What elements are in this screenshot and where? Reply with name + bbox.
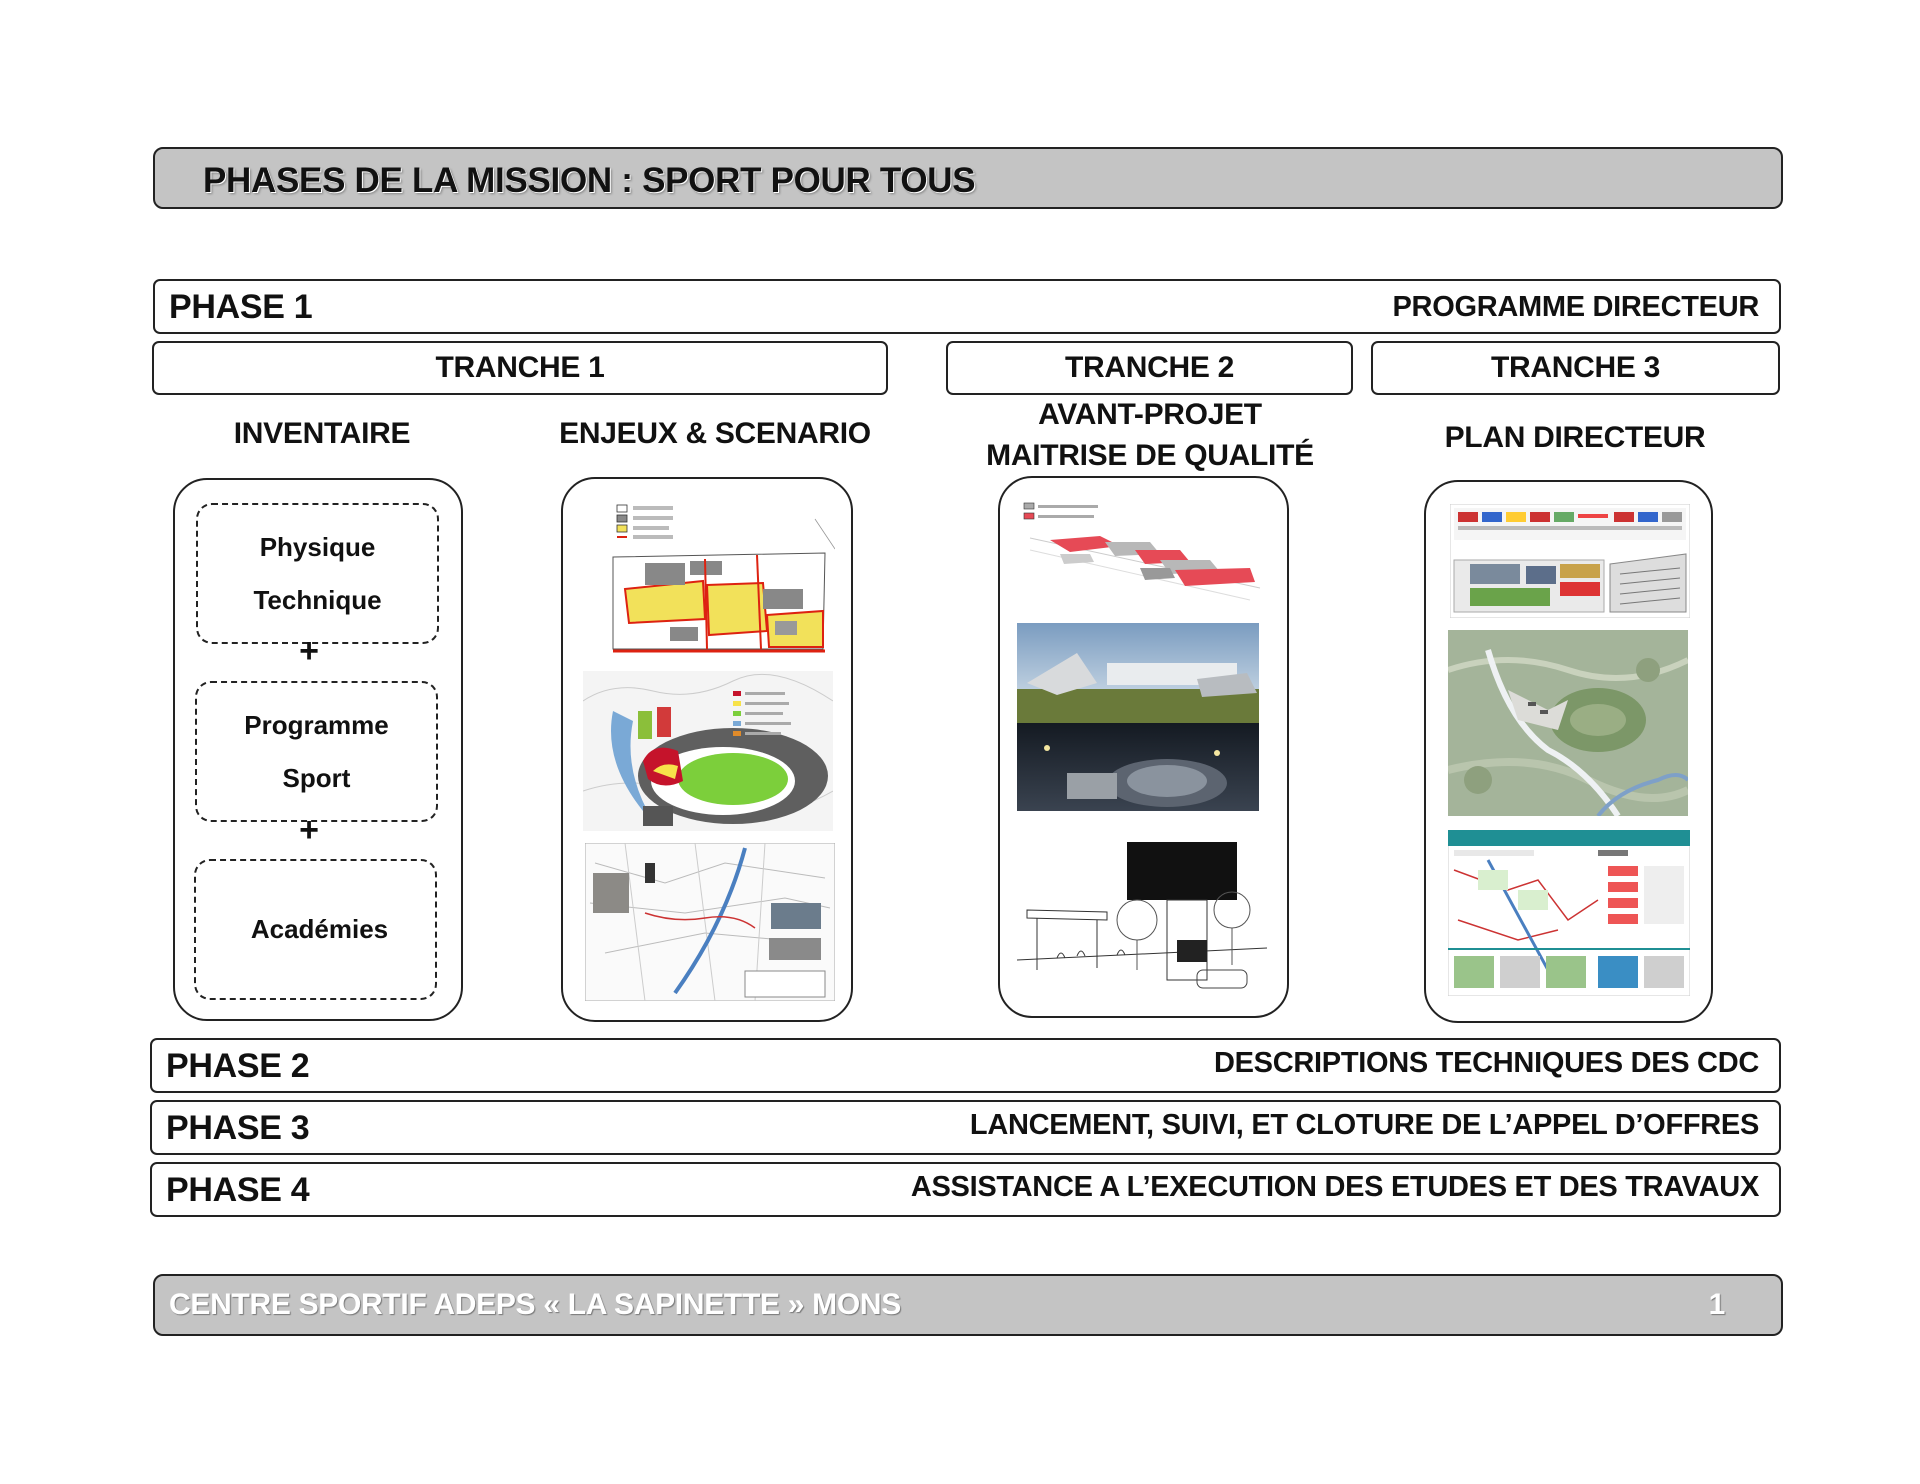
phase-2-bar [150, 1038, 1781, 1093]
plus-sign-1: + [299, 632, 319, 670]
heading-maitrise-qualite: MAITRISE DE QUALITÉ [986, 439, 1314, 472]
inventory-item-programme: Programme [244, 709, 389, 740]
plan-directeur-panel [1424, 480, 1713, 1023]
heading-avant-projet: AVANT-PROJET [1038, 398, 1262, 431]
inventory-item-physique: Physique [259, 531, 376, 562]
header-bar [153, 147, 1783, 209]
master-plan-strip-image [1450, 504, 1690, 618]
phase-1-label: PHASE 1 [169, 288, 313, 326]
phase-3-bar [150, 1100, 1781, 1155]
aerial-image [1448, 630, 1688, 816]
phase-1-description: PROGRAMME DIRECTEUR [1392, 291, 1759, 323]
tranche-3: TRANCHE 3 [1371, 341, 1780, 395]
heading-plan-directeur: PLAN DIRECTEUR [1444, 421, 1706, 454]
page-title: PHASES DE LA MISSION : SPORT POUR TOUS [203, 161, 976, 200]
phase-2-label: PHASE 2 [166, 1047, 310, 1085]
phase-4-description: ASSISTANCE A L’EXECUTION DES ETUDES ET DES TRAVAUX [910, 1171, 1759, 1203]
phase-2-description: DESCRIPTIONS TECHNIQUES DES CDC [1214, 1047, 1759, 1079]
tranche-2: TRANCHE 2 [946, 341, 1353, 395]
footer-bar [153, 1274, 1783, 1336]
avant-projet-panel [998, 476, 1289, 1018]
inventory-item-technique: Technique [253, 584, 382, 615]
plus-sign-2: + [299, 811, 319, 849]
inventory-box-academies [194, 859, 437, 1000]
city-plan-image [585, 843, 835, 1001]
rendering-image [1017, 623, 1259, 811]
sketch-image [1017, 840, 1267, 1000]
phase-4-label: PHASE 4 [166, 1171, 310, 1209]
tranche-1: TRANCHE 1 [152, 341, 888, 395]
footer-title: CENTRE SPORTIF ADEPS « LA SAPINETTE » MONS [169, 1288, 901, 1321]
heading-inventaire: INVENTAIRE [233, 417, 411, 450]
page-number: 1 [1708, 1288, 1725, 1321]
site-scenario-image [583, 671, 833, 831]
enjeux-scenario-panel [561, 477, 853, 1022]
zone-plan-image [585, 499, 835, 659]
info-sheet-image [1448, 830, 1690, 996]
inventory-item-sport: Sport [282, 762, 351, 793]
inventory-box-physique-technique [196, 503, 439, 644]
phase-3-label: PHASE 3 [166, 1109, 310, 1147]
inventory-item-academies: Académies [250, 914, 389, 944]
inventory-box-programme-sport [195, 681, 438, 822]
phase-3-description: LANCEMENT, SUIVI, ET CLOTURE DE L’APPEL D’OFFRES [969, 1109, 1759, 1141]
phase-4-bar [150, 1162, 1781, 1217]
heading-enjeux-scenario: ENJEUX & SCENARIO [559, 417, 871, 450]
phase-1-bar [153, 279, 1781, 334]
axonometric-image [1020, 498, 1270, 608]
